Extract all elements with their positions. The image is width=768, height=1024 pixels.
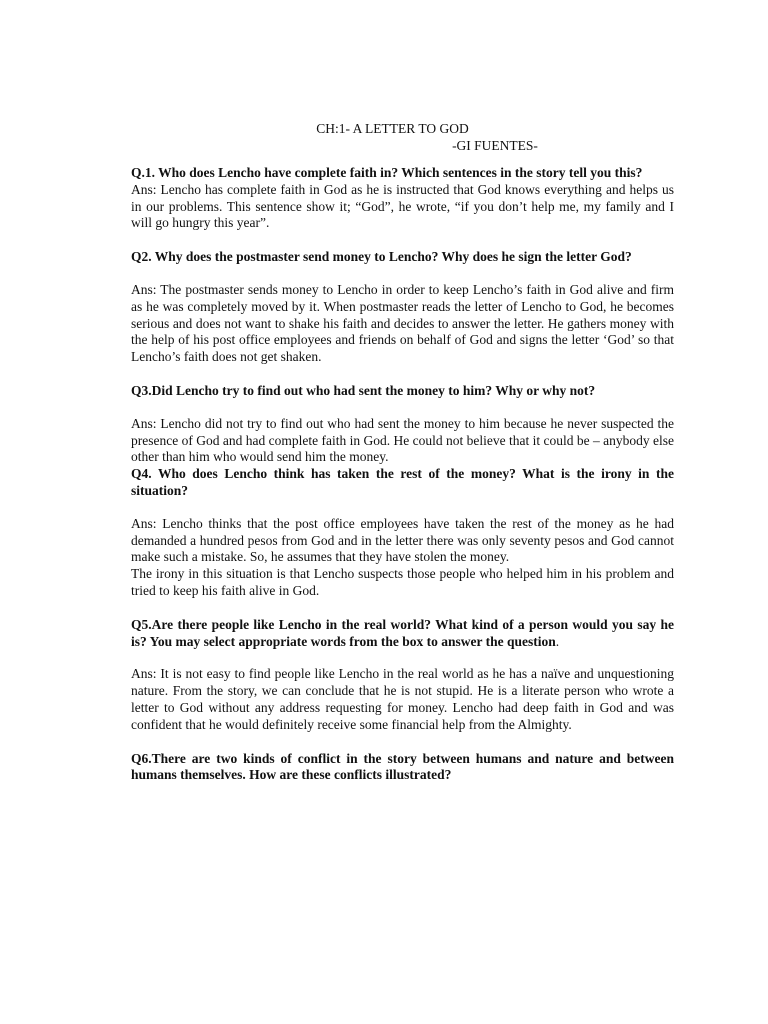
answer-4-irony: The irony in this situation is that Lencho suspects those people who helped him in his problem and tried to keep his faith alive in God. (131, 566, 674, 598)
question-6: Q6.There are two kinds of conflict in the story between humans and nature and between humans themselves. How are these conflicts illustrated? (131, 750, 674, 783)
answer-4: Ans: Lencho thinks that the post office employees have taken the rest of the money as he had demanded a hundred pesos from God and in the letter there was only seventy pesos and God cannot make such a mistake. So, he assumes that they have stolen the money. (131, 515, 674, 565)
answer-1: Ans: Lencho has complete faith in God as he is instructed that God knows everything and helps us in our problems. This sentence show it; “God”, he wrote, “if you don’t help me, my family and I will go hungry this year”. (131, 181, 674, 231)
answer-5: Ans: It is not easy to find people like Lencho in the real world as he has a naïve and unquestioning nature. From the story, we can conclude that he is not stupid. He is a literate person who wrote a letter to God without any address requesting for money. Lencho had deep faith in God and was confident that he would definitely receive some financial help from the Almighty. (131, 666, 674, 732)
question-2: Q2. Why does the postmaster send money to Lencho? Why does he sign the letter God? (131, 249, 632, 265)
answer-3: Ans: Lencho did not try to find out who had sent the money to him because he never suspected the presence of God and had complete faith in God. He could not believe that it could be – anybody else other than him who would send him the money. (131, 415, 674, 465)
document-header (131, 120, 674, 154)
question-3: Q3.Did Lencho try to find out who had sent the money to him? Why or why not? (131, 382, 596, 398)
question-5 (131, 617, 674, 651)
question-1: Q.1. Who does Lencho have complete faith in? Which sentences in the story tell you this? (131, 165, 643, 180)
question-4: Q4. Who does Lencho think has taken the rest of the money? What is the irony in the situation? (131, 466, 674, 498)
answer-2: Ans: The postmaster sends money to Lencho in order to keep Lencho’s faith in God alive and firm as he was completely moved by it. When postmaster reads the letter of Lencho to God, he becomes serious and does not want to shake his faith and decides to answer the letter. He gathers money with the help of his post office employees and friends on behalf of God and signs the letter ‘God’ so that Lencho’s faith does not get shaken. (131, 281, 674, 365)
question-5-text: Q5.Are there people like Lencho in the real world? What kind of a person would you say he is? You may select appropriate words from the box to answer the question (131, 616, 674, 649)
author-name: -GI FUENTES- (452, 138, 538, 153)
question-5-tail: . (555, 633, 560, 649)
chapter-title: CH:1- A LETTER TO GOD (316, 121, 469, 136)
